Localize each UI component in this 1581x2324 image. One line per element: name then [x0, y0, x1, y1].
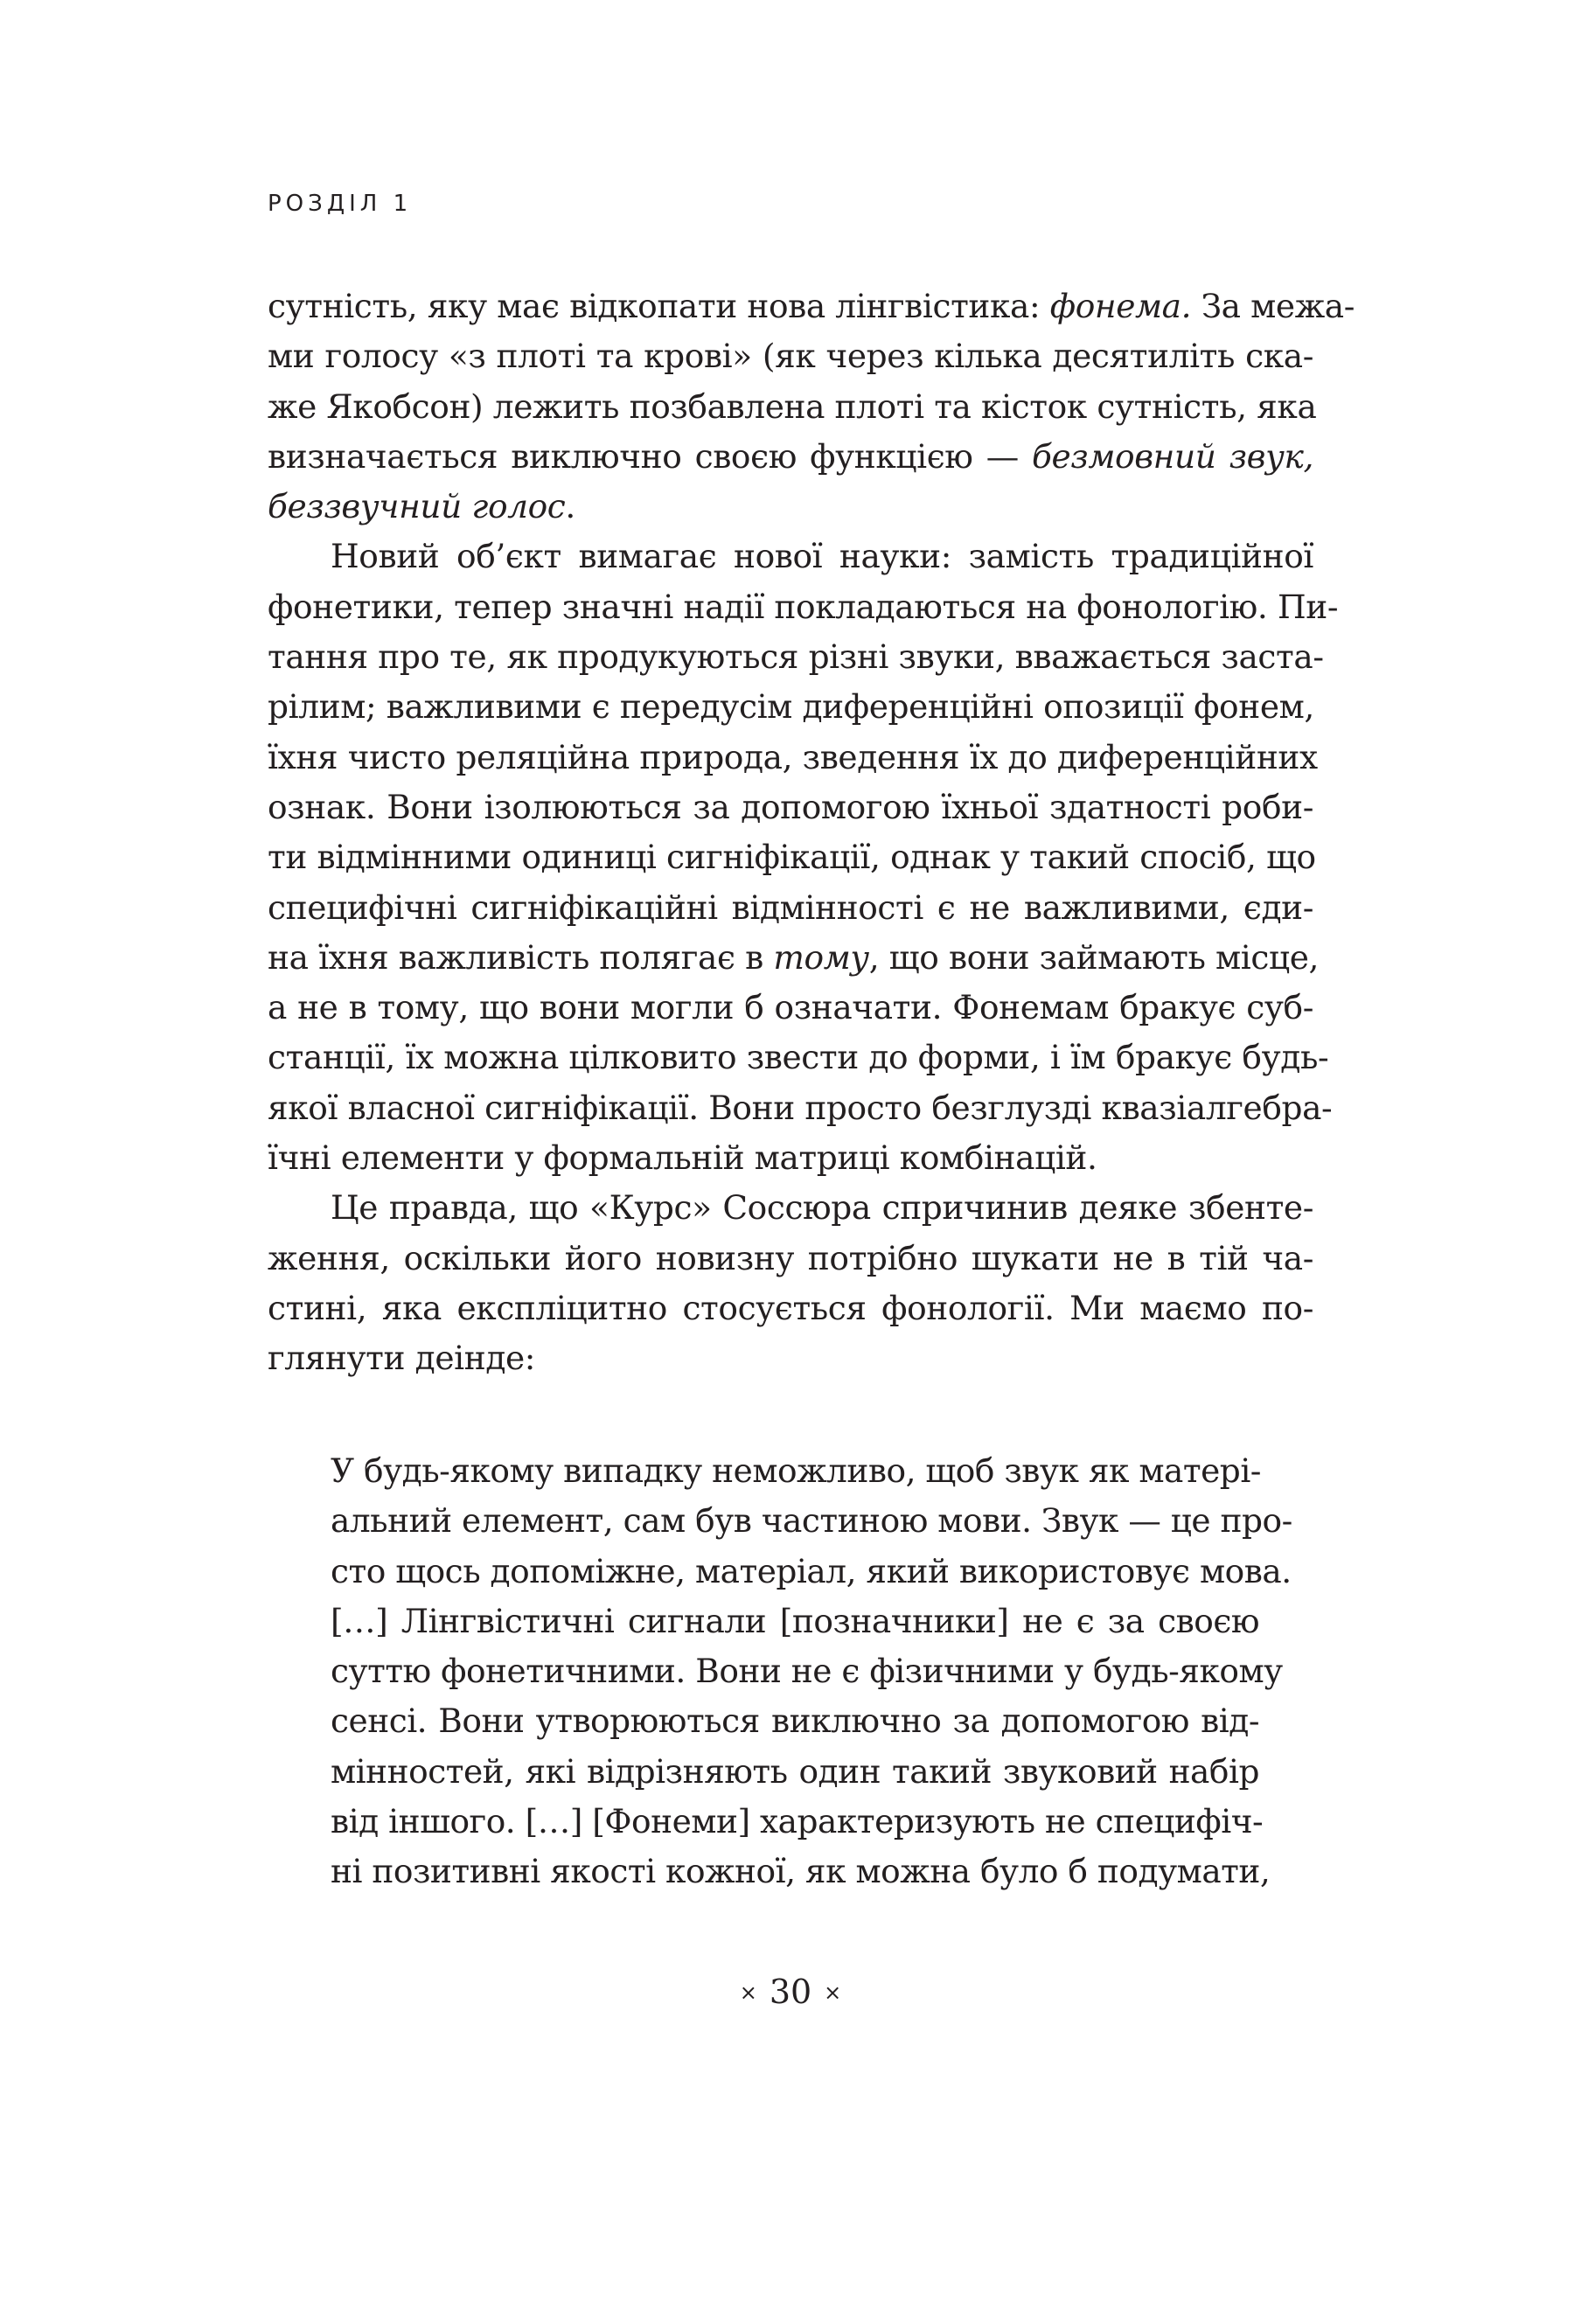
quote-line	[331, 1646, 1283, 1696]
text-segment: […] Лінгвістичні сигнали [позначники] не є за своєю	[331, 1601, 1259, 1640]
italic-text: фонема.	[1049, 287, 1192, 325]
quote-line	[331, 1847, 1271, 1896]
text-segment: сутність, яку має відкопати нова лінгвістика:	[268, 287, 1050, 325]
text-segment: мінностей, які відрізняють один такий звуковий набір	[331, 1751, 1259, 1791]
text-segment: ти відмінними одиниці сигніфікації, однак у такий спосіб, що	[268, 838, 1316, 877]
body-line	[268, 1234, 1313, 1284]
body-line	[268, 632, 1324, 682]
text-segment: ні позитивні якості кожної, як можна було б подумати,	[331, 1852, 1271, 1891]
text-segment: на їхня важливість полягає в	[268, 937, 774, 977]
quote-line	[331, 1696, 1259, 1746]
text-segment: суттю фонетичними. Вони не є фізичними у будь-якому	[331, 1652, 1283, 1691]
body-line	[268, 733, 1318, 783]
page-number	[0, 1973, 1581, 2011]
body-line	[268, 983, 1313, 1033]
body-line	[268, 933, 1320, 983]
italic-text: беззвучний голос	[268, 487, 566, 526]
body-line	[268, 532, 1313, 581]
text-segment: сенсі. Вони утворюються виключно за допомогою від-	[331, 1701, 1259, 1741]
body-line	[268, 1183, 1313, 1233]
quote-line	[331, 1446, 1259, 1496]
body-line	[268, 582, 1339, 632]
body-line	[268, 282, 1355, 331]
text-segment: а не в тому, що вони могли б означати. Фонемам бракує суб-	[268, 988, 1313, 1027]
folio-number: 30	[769, 1973, 812, 2011]
text-segment: ження, оскільки його новизну потрібно шукати не в тій ча-	[268, 1238, 1313, 1277]
italic-text: безмовний звук,	[1032, 436, 1313, 476]
text-segment: глянути деінде:	[268, 1339, 536, 1378]
folio-left-mark: ×	[739, 1980, 757, 2005]
text-segment: .	[565, 487, 575, 526]
body-line	[268, 1133, 1313, 1183]
body-line	[268, 832, 1316, 882]
text-segment: Це правда, що «Курс» Соссюра спричинив деяке збенте-	[331, 1188, 1313, 1228]
text-segment: тання про те, як продукуються різні звуки, вважається заста-	[268, 637, 1324, 677]
text-segment: За межа-	[1191, 287, 1355, 325]
body-line	[268, 1284, 1313, 1333]
block-quote	[331, 1446, 1292, 1897]
text-segment: рілим; важливими є передусім диференційні опозиції фонем,	[268, 687, 1314, 727]
body-line	[268, 331, 1313, 381]
body-line	[268, 1333, 1313, 1383]
text-segment: , що вони займають місце,	[868, 937, 1320, 977]
text-segment: сто щось допоміжне, матеріал, який використовує мова.	[331, 1551, 1292, 1590]
body-line	[268, 883, 1313, 933]
quote-line	[331, 1496, 1292, 1546]
body-line	[268, 682, 1313, 732]
text-segment: стині, яка експліцитно стосується фонології. Ми маємо по-	[268, 1288, 1313, 1327]
body-line	[268, 1033, 1329, 1082]
quote-line	[331, 1747, 1259, 1797]
body-line	[268, 1083, 1333, 1133]
running-head: РОЗДІЛ 1	[268, 191, 413, 217]
text-segment: ми голосу «з плоті та крові» (як через кілька десятиліть ска-	[268, 337, 1313, 376]
text-segment: ознак. Вони ізолюються за допомогою їхньої здатності роби-	[268, 787, 1313, 826]
italic-text: тому	[773, 937, 869, 977]
body-line	[268, 482, 1313, 532]
text-segment: якої власної сигніфікації. Вони просто безглузді квазіалгебра-	[268, 1088, 1333, 1127]
text-segment: Новий об’єкт вимагає нової науки: замість традиційної	[331, 537, 1313, 576]
body-text	[268, 282, 1355, 1384]
text-segment: їхня чисто реляційна природа, зведення їх до диференційних	[268, 737, 1318, 776]
text-segment: визначається виключно своєю функцією —	[268, 436, 1033, 476]
body-line	[268, 382, 1317, 432]
text-segment: У будь-якому випадку неможливо, щоб звук як матері-	[331, 1451, 1261, 1490]
body-line	[268, 432, 1313, 482]
quote-line	[331, 1547, 1292, 1597]
quote-line	[331, 1797, 1264, 1847]
text-segment: же Якобсон) лежить позбавлена плоті та кісток сутність, яка	[268, 386, 1317, 426]
text-segment: альний елемент, сам був частиною мови. Звук — це про-	[331, 1501, 1292, 1541]
text-segment: їчні елементи у формальній матриці комбінацій.	[268, 1138, 1097, 1178]
text-segment: специфічні сигніфікаційні відмінності є не важливими, єди-	[268, 887, 1313, 927]
text-segment: від іншого. […] [Фонеми] характеризують не специфіч-	[331, 1802, 1264, 1841]
folio-right-mark: ×	[824, 1980, 842, 2005]
body-line	[268, 783, 1313, 832]
text-segment: станції, їх можна цілковито звести до форми, і їм бракує будь-	[268, 1038, 1329, 1077]
quote-line	[331, 1597, 1259, 1646]
text-segment: фонетики, тепер значні надії покладаються на фонологію. Пи-	[268, 587, 1339, 626]
